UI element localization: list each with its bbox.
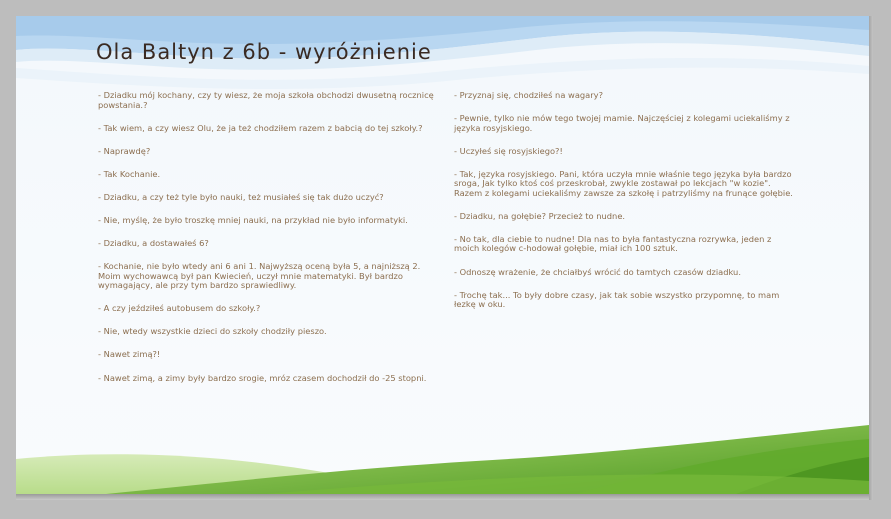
slide-shadow-bottom [16, 494, 869, 500]
dialogue-line: - Tak wiem, a czy wiesz Olu, że ja też chodziłem razem z babcią do tej szkoły.? [98, 122, 423, 133]
dialogue-line: - Tak, języka rosyjskiego. Pani, która uczyła mnie właśnie tego języka była bardzo sroga, Jak tylko ktoś coś przeskrobał, zwykle zostawał po lekcjach "w kozie". Razem z kolegami uciekaliśmy zawsze za szkołę i patrzyliśmy na frunące gołębie. [454, 168, 793, 198]
slide-title: Ola Baltyn z 6b - wyróżnienie [96, 40, 432, 64]
dialogue-line: - No tak, dla ciebie to nudne! Dla nas to była fantastyczna rozrywka, jeden z moich kolegów c-hodował gołębie, miał ich 100 sztuk. [454, 233, 772, 254]
dialogue-line: - Dziadku, na gołębie? Przecież to nudne. [454, 210, 626, 221]
dialogue-line: - Naprawdę? [98, 145, 151, 156]
dialogue-line: - Nawet zimą, a zimy były bardzo srogie, mróz czasem dochodził do -25 stopni. [98, 372, 427, 383]
dialogue-line: - A czy jeździłeś autobusem do szkoły.? [98, 303, 261, 314]
dialogue-line: - Nawet zimą?! [98, 349, 161, 360]
grass-hill-decoration [16, 419, 869, 494]
dialogue-line: - Przyznaj się, chodziłeś na wagary? [454, 90, 603, 100]
dialogue-line: - Dziadku, a czy też tyle było nauki, też musiałeś się tak dużo uczyć? [98, 191, 384, 202]
dialogue-line: - Dziadku, a dostawałeś 6? [98, 238, 209, 249]
slide-shadow-right [869, 16, 873, 500]
dialogue-line: - Nie, myślę, że było troszkę mniej nauki, na przykład nie było informatyki. [98, 214, 408, 225]
dialogue-line: - Odnoszę wrażenie, że chciałbyś wrócić do tamtych czasów dziadku. [454, 266, 741, 277]
left-text-column [98, 91, 438, 397]
slide [16, 16, 869, 494]
dialogue-line: - Kochanie, nie było wtedy ani 6 ani 1. Najwyższą oceną była 5, a najniższą 2. Moim wychowawcą był pan Kwiecień, uczył mnie matematyki. Był bardzo wymagający, ale przy tym bardzo sprawiedliwy. [98, 261, 421, 291]
dialogue-line: - Pewnie, tylko nie mów tego twojej mamie. Najczęściej z kolegami uciekaliśmy z języka rosyjskiego. [454, 113, 790, 133]
right-text-column [454, 91, 794, 323]
dialogue-line: - Nie, wtedy wszystkie dzieci do szkoły chodziły pieszo. [98, 326, 327, 337]
dialogue-line: - Uczyłeś się rosyjskiego?! [454, 145, 563, 156]
dialogue-line: - Dziadku mój kochany, czy ty wiesz, że moja szkoła obchodzi dwusetną rocznicę powstania.? [98, 90, 434, 110]
dialogue-line: - Trochę tak... To były dobre czasy, jak tak sobie wszystko przypomnę, to mam łezkę w oku. [454, 289, 780, 310]
dialogue-line: - Tak Kochanie. [98, 168, 161, 179]
